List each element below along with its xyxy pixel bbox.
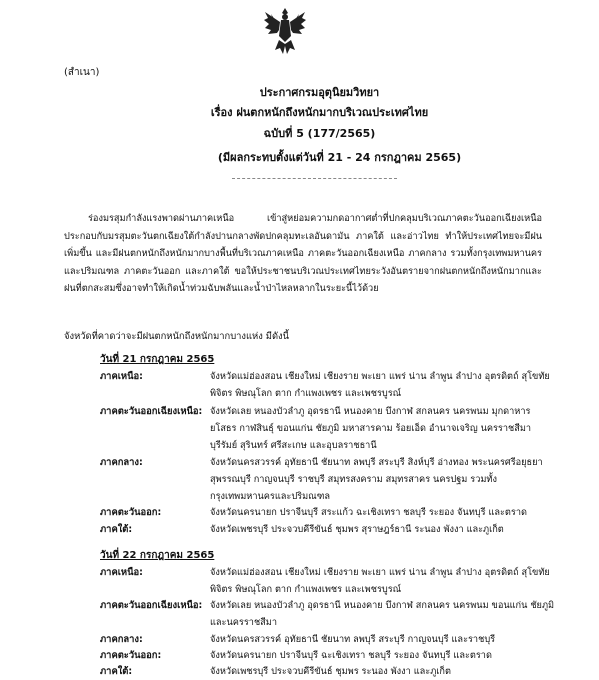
region-provinces: จังหวัดเลย หนองบัวลำภู อุดรธานี หนองคาย บึงกาฬ สกลนคร นครพนม มุกดาหาร ยโสธร กาฬสินธุ์ ขอนแก่น ชัยภูมิ มหาสารคาม ร้อยเอ็ด อำนาจเจริญ นครราชสีมา บุรีรัมย์ สุรินทร์ ศรีสะเกษ และอุบลราชธานี (210, 406, 532, 451)
announcement-body: ร่องมรสุมกำลังแรงพาดผ่านภาคเหนือ เข้าสู่หย่อมความกดอากาศต่ำที่ปกคลุมบริเวณภาคตะวันออกเฉียงเหนือ ประกอบกับมรสุมตะวันตกเฉียงใต้กำลังปานกลางพัดปกคลุมทะเลอันดามัน ภาคใต้ และอ่าวไทย ทำให้ประเทศไทยจะมีฝนเพิ่มขึ้น และมีฝนตกหนักถึงหนักมากบางพื้นที่บริเวณภาคเหนือ ภาคตะวันออกเฉียงเหนือ ภาคกลาง รวมทั้งกรุงเทพมหานครและปริมณฑล ภาคตะวันออก และภาคใต้ ขอให้ประชาชนบริเวณประเทศไทยระวังอันตรายจากฝนตกหนักถึงหนักมากและฝนที่ตกสะสมซึ่งอาจทำให้เกิดน้ำท่วมฉับพลันและน้ำป่าไหลหลากในระยะนี้ไว้ด้วย (64, 213, 542, 295)
copy-mark: (สำเนา) (64, 67, 100, 78)
day-heading: วันที่ 21 กรกฎาคม 2565 (100, 354, 215, 365)
region-label: ภาคเหนือ: (100, 567, 143, 578)
region-label: ภาคตะวันออกเฉียงเหนือ: (100, 600, 203, 611)
region-label: ภาคใต้: (100, 666, 133, 677)
region-provinces: จังหวัดเพชรบุรี ประจวบคีรีขันธ์ ชุมพร ระนอง พังงา และภูเก็ต (210, 666, 451, 677)
region-label: ภาคเหนือ: (100, 371, 143, 382)
region-provinces: จังหวัดเพชรบุรี ประจวบคีรีขันธ์ ชุมพร สุราษฎร์ธานี ระนอง พังงา และภูเก็ต (210, 524, 504, 535)
region-label: ภาคตะวันออก: (100, 650, 162, 661)
region-provinces: จังหวัดนครสวรรค์ อุทัยธานี ชัยนาท ลพบุรี สระบุรี กาญจนบุรี และราชบุรี (210, 634, 496, 645)
document-issue: ฉบับที่ 5 (177/2565) (263, 127, 376, 140)
region-provinces: จังหวัดนครนายก ปราจีนบุรี ฉะเชิงเทรา ชลบุรี ระยอง จันทบุรี และตราด (210, 650, 492, 661)
document-effective-period: (มีผลกระทบตั้งแต่วันที่ 21 - 24 กรกฎาคม 2565) (217, 151, 462, 164)
day-heading: วันที่ 22 กรกฎาคม 2565 (100, 550, 215, 561)
region-label: ภาคใต้: (100, 524, 133, 535)
region-provinces: จังหวัดแม่ฮ่องสอน เชียงใหม่ เชียงราย พะเยา แพร่ น่าน ลำพูน ลำปาง อุตรดิตถ์ สุโขทัย พิจิตร พิษณุโลก ตาก กำแพงเพชร และเพชรบูรณ์ (210, 371, 550, 399)
region-label: ภาคกลาง: (100, 634, 143, 645)
region-provinces: จังหวัดนครสวรรค์ อุทัยธานี ชัยนาท ลพบุรี สระบุรี สิงห์บุรี อ่างทอง พระนครศรีอยุธยา สุพรรณบุรี กาญจนบุรี ราชบุรี สมุทรสงคราม สมุทรสาคร นครปฐม รวมทั้งกรุงเทพมหานครและปริมณฑล (210, 457, 543, 502)
region-label: ภาคตะวันออก: (100, 507, 162, 518)
garuda-emblem-icon (263, 6, 307, 58)
region-provinces: จังหวัดนครนายก ปราจีนบุรี สระแก้ว ฉะเชิงเทรา ชลบุรี ระยอง จันทบุรี และตราด (210, 507, 527, 518)
region-provinces: จังหวัดเลย หนองบัวลำภู อุดรธานี หนองคาย บึงกาฬ สกลนคร นครพนม ขอนแก่น ชัยภูมิ และนครราชสีมา (210, 600, 555, 628)
region-label: ภาคกลาง: (100, 457, 143, 468)
affected-provinces-intro: จังหวัดที่คาดว่าจะมีฝนตกหนักถึงหนักมากบางแห่ง มีดังนี้ (64, 331, 290, 342)
region-provinces: จังหวัดแม่ฮ่องสอน เชียงใหม่ เชียงราย พะเยา แพร่ น่าน ลำพูน ลำปาง อุตรดิตถ์ สุโขทัย พิจิตร พิษณุโลก ตาก กำแพงเพชร และเพชรบูรณ์ (210, 567, 550, 595)
document-subject: เรื่อง ฝนตกหนักถึงหนักมากบริเวณประเทศไทย (210, 106, 429, 119)
header-divider (232, 178, 397, 179)
region-label: ภาคตะวันออกเฉียงเหนือ: (100, 406, 203, 417)
document-title: ประกาศกรมอุตุนิยมวิทยา (259, 86, 380, 99)
